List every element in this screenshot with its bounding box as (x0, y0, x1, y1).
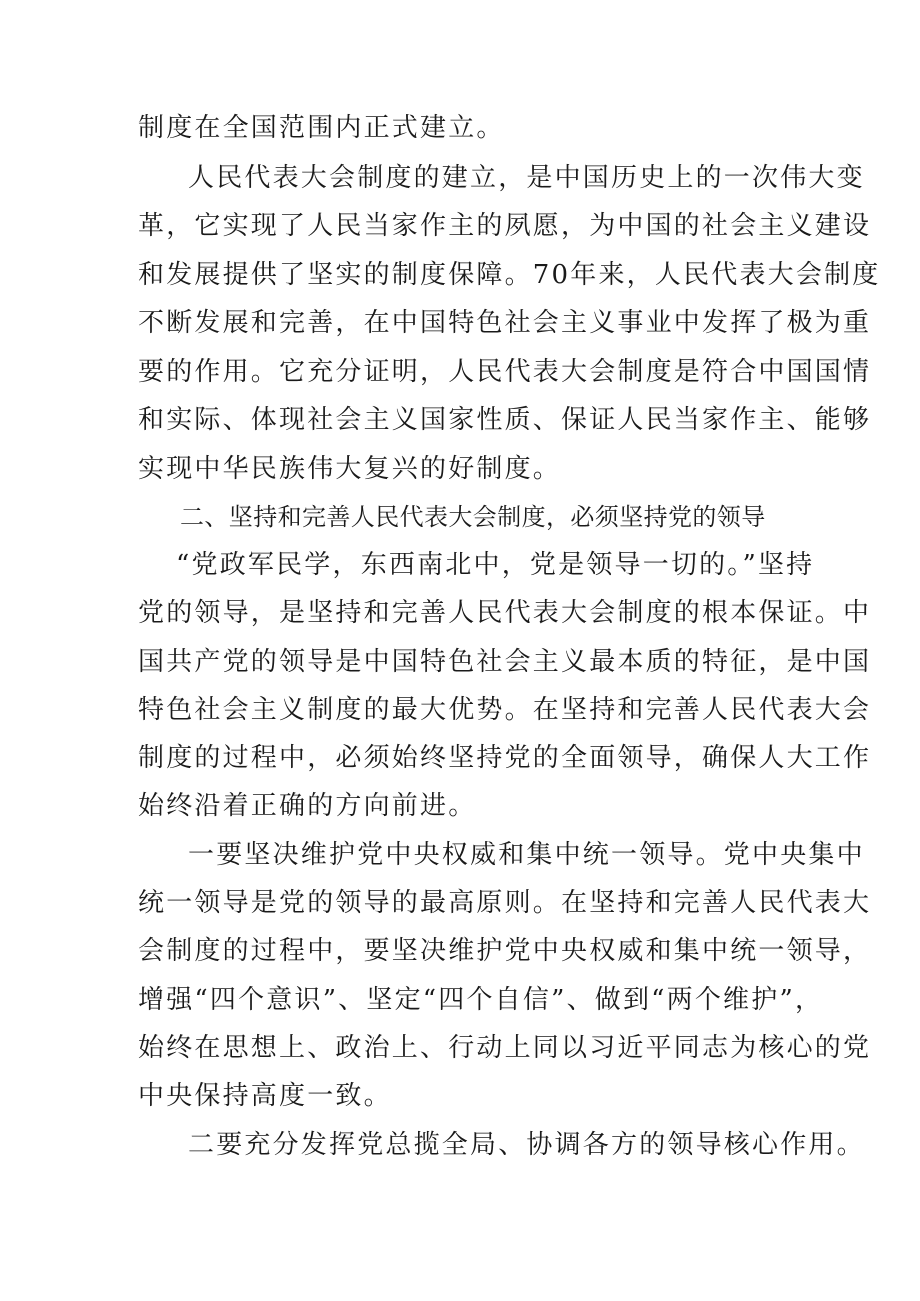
paragraph-line: 党的领导，是坚持和完善人民代表大会制度的根本保证。中 (138, 598, 872, 628)
paragraph-line: 制度在全国范围内正式建立。 (138, 113, 505, 143)
paragraph-line: 始终在思想上、政治上、行动上同以习近平同志为核心的党 (138, 1033, 872, 1063)
paragraph-line: 和发展提供了坚实的制度保障。70年来，人民代表大会制度 (138, 260, 881, 290)
paragraph-line: 国共产党的领导是中国特色社会主义最本质的特征，是中国 (138, 647, 872, 677)
paragraph-line: 一要坚决维护党中央权威和集中统一领导。党中央集中 (188, 840, 865, 870)
paragraph-line: 实现中华民族伟大复兴的好制度。 (138, 454, 562, 484)
paragraph-line: 二要充分发挥党总揽全局、协调各方的领导核心作用。 (188, 1130, 865, 1160)
paragraph-line: 中央保持高度一致。 (138, 1081, 392, 1111)
paragraph-line: 制度的过程中，必须始终坚持党的全面领导，确保人大工作 (138, 743, 872, 773)
paragraph-line: 会制度的过程中，要坚决维护党中央权威和集中统一领导， (138, 936, 872, 966)
paragraph-line: “党政军民学，东西南北中，党是领导一切的。”坚持 (176, 550, 815, 580)
paragraph-line: 和实际、体现社会主义国家性质、保证人民当家作主、能够 (138, 405, 872, 435)
paragraph-line: 统一领导是党的领导的最高原则。在坚持和完善人民代表大 (138, 888, 872, 918)
paragraph-line: 人民代表大会制度的建立，是中国历史上的一次伟大变 (188, 163, 865, 193)
paragraph-line: 革，它实现了人民当家作主的夙愿，为中国的社会主义建设 (138, 211, 872, 241)
paragraph-line: 始终沿着正确的方向前进。 (138, 791, 477, 821)
paragraph-line: 特色社会主义制度的最大优势。在坚持和完善人民代表大会 (138, 695, 872, 725)
section-heading: 二、坚持和完善人民代表大会制度，必须坚持党的领导 (180, 503, 766, 531)
paragraph-line: 增强“四个意识”、坚定“四个自信”、做到“两个维护”， (138, 985, 824, 1015)
paragraph-line: 不断发展和完善，在中国特色社会主义事业中发挥了极为重 (138, 308, 872, 338)
paragraph-line: 要的作用。它充分证明，人民代表大会制度是符合中国国情 (138, 357, 872, 387)
